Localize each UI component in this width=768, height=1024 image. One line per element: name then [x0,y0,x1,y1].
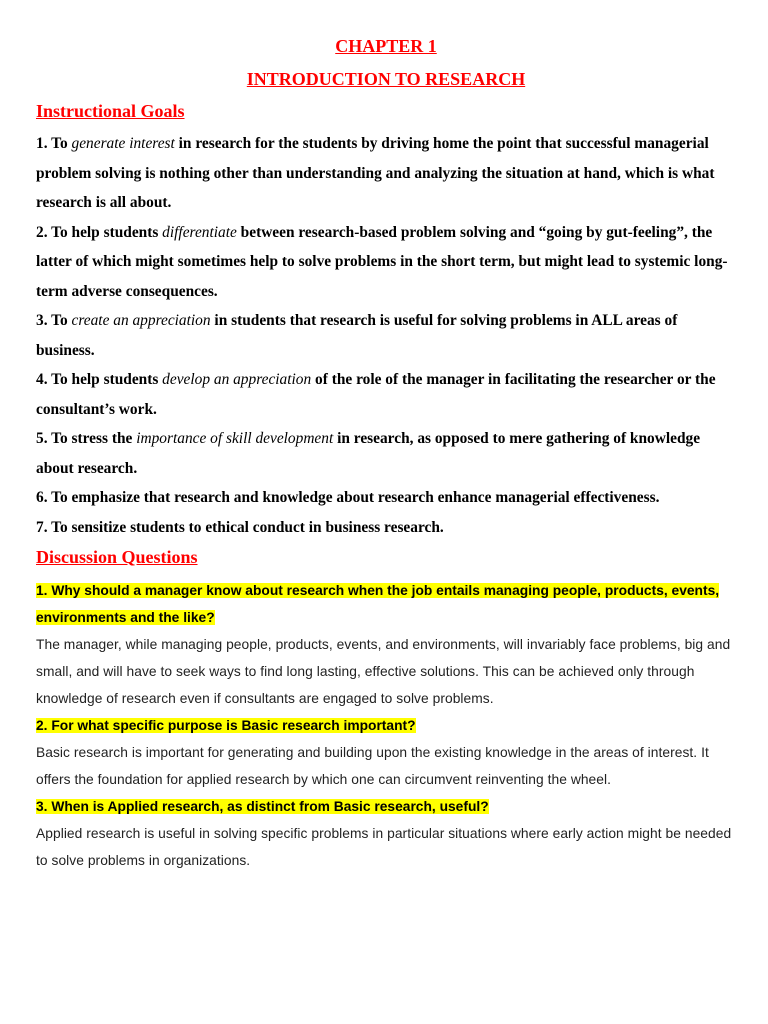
chapter-title: INTRODUCTION TO RESEARCH [246,69,526,89]
instructional-goals-heading: Instructional Goals [36,101,185,121]
goal-item: 7. To sensitize students to ethical conduct in business research. [36,518,444,536]
answer-text: Applied research is useful in solving specific problems in particular situations where early action might be needed to solve problems in organizations. [36,826,732,868]
answer-text: Basic research is important for generating and building upon the existing knowledge in the areas of interest. It offers the foundation for applied research by which one can circumvent reinventing the wheel. [36,745,709,787]
goal-item: 3. To create an appreciation in students that research is useful for solving problems in ALL areas of business. [36,312,678,359]
goal-item: 1. To generate interest in research for the students by driving home the point that successful managerial problem solving is nothing other than understanding and analyzing the situation at hand, which is what research is all about. [36,135,715,211]
answer-text: The manager, while managing people, products, events, and environments, will invariably face problems, big and small, and will have to seek ways to find long lasting, effective solutions. This can be achieved only through knowledge of research even if consultants are engaged to solve problems. [36,637,731,706]
question-text: 1. Why should a manager know about research when the job entails managing people, products, events, environments and the like? [36,583,720,625]
goal-item: 6. To emphasize that research and knowledge about research enhance managerial effectiveness. [36,489,660,506]
question-text: 3. When is Applied research, as distinct from Basic research, useful? [36,799,489,814]
question-text: 2. For what specific purpose is Basic research important? [36,718,416,733]
discussion-questions-list [36,577,736,874]
chapter-number: CHAPTER 1 [335,36,437,56]
discussion-questions-heading: Discussion Questions [36,547,198,567]
goal-item: 2. To help students differentiate between research-based problem solving and “going by gut-feeling”, the latter of which might sometimes help to solve problems in the short term, but might lead to systemic long-term adverse consequences. [36,223,728,300]
goal-item: 5. To stress the importance of skill development in research, as opposed to mere gathering of knowledge about research. [36,430,701,477]
instructional-goals-list [36,129,736,542]
goal-item: 4. To help students develop an appreciation of the role of the manager in facilitating the researcher or the consultant’s work. [36,371,716,418]
